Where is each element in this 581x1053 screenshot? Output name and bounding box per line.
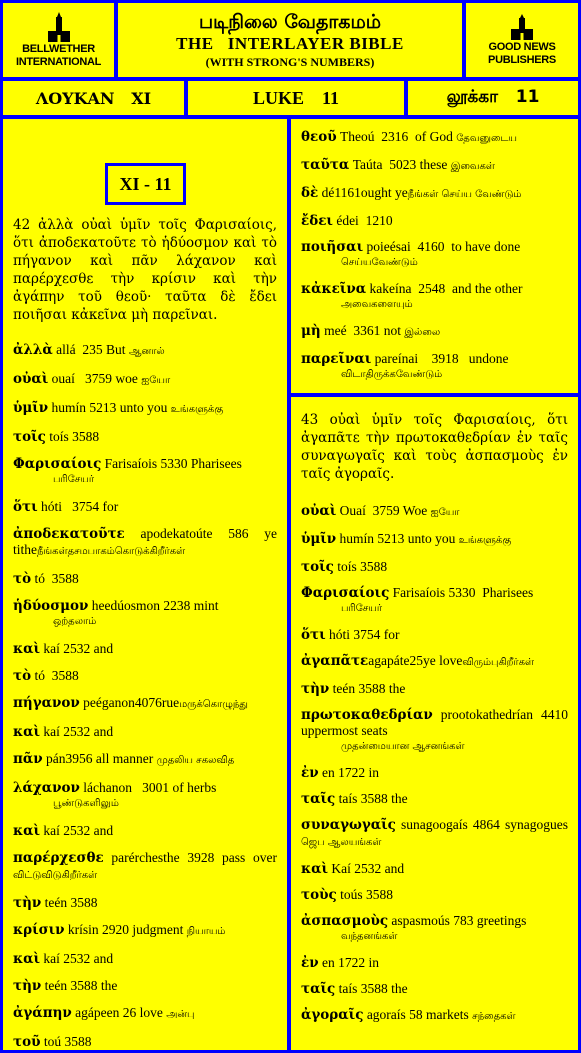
entry-row [13,371,277,389]
tamil-gloss: விடாதிருக்கவேண்டும் [341,369,443,380]
right-logo-line2: PUBLISHERS [488,54,556,66]
greek-word: τὸ [13,668,32,684]
tamil-gloss: செய்யவேண்டும் [341,257,418,268]
tamil-gloss: அன்பு [166,1009,195,1020]
transliteration-gloss: Farisaíois 5330 Pharisees [101,456,242,471]
entry-row [13,342,277,360]
transliteration-gloss: toús 3588 [336,887,393,902]
transliteration-gloss: édei 1210 [332,213,393,228]
transliteration-gloss: heedúosmon 2238 mint [88,598,219,613]
entry-row [13,895,277,911]
entry-row [301,791,568,807]
entry-row [13,400,277,418]
left-logo-line1: BELLWETHER [22,43,95,55]
tamil-gloss: ஆனால் [128,346,165,357]
greek-word: οὐαὶ [301,503,337,519]
tamil-gloss: பரிசேயர் [341,603,383,614]
transliteration-gloss: krísin 2920 judgment [64,922,187,937]
greek-word: ἀλλὰ [13,342,53,358]
transliteration-gloss: kaí 2532 and [40,641,114,656]
transliteration-gloss: toís 3588 [333,559,388,574]
transliteration-gloss: toís 3588 [45,429,100,444]
greek-word: οὐαὶ [13,371,49,387]
transliteration-gloss: Taúta 5023 these [349,157,451,172]
entry-row [13,724,277,740]
transliteration-gloss: taís 3588 the [335,981,408,996]
entry-row [13,571,277,587]
transliteration-gloss: peéganon4076rue [79,695,180,710]
title-tamil: படிநிலை வேதாகமம் [198,11,382,33]
entry-row [301,351,568,383]
greek-word: καὶ [13,724,41,740]
transliteration-gloss: dé1161ought ye [318,185,408,200]
greek-word: τοῦ [13,1034,41,1050]
book-english: LUKE 11 [188,81,404,115]
greek-word: συναγωγαῖς [301,817,396,833]
greek-word: ἐν [301,955,319,971]
transliteration-gloss: Theoú 2316 of God [336,129,457,144]
transliteration-gloss: teén 3588 [41,895,98,910]
entry-row [301,323,568,341]
tamil-gloss: ஐயோ [430,507,460,518]
page-title: THE INTERLAYER BIBLE [176,34,404,53]
right-logo-line1: GOOD NEWS [488,41,556,53]
transliteration-gloss: Farisaíois 5330 Pharisees [389,585,534,600]
tamil-gloss: உங்களுக்கு [458,535,512,546]
transliteration-gloss: agapáte25ye love [368,653,463,668]
entry-row [301,503,568,521]
entry-row [13,668,277,684]
transliteration-gloss: kaí 2532 and [40,951,114,966]
entry-row [301,913,568,945]
entry-row [301,185,568,203]
entry-row [301,157,568,175]
transliteration-gloss: Kaí 2532 and [328,861,405,876]
transliteration-gloss: teén 3588 the [41,978,118,993]
entry-row [301,213,568,229]
greek-word: καὶ [13,823,41,839]
greek-word: τοῖς [301,559,334,575]
greek-word: πρωτοκαθεδρίαν [301,707,433,723]
transliteration-gloss: Ouaí 3759 Woe [336,503,431,518]
tamil-gloss: பரிசேயர் [53,474,95,485]
title-block [118,3,462,77]
greek-word: δὲ [301,185,319,201]
tamil-gloss: இவைகள் [450,161,495,172]
greek-word: κἀκεῖνα [301,281,367,297]
transliteration-gloss: toú 3588 [40,1034,92,1049]
goodnews-logo [466,3,578,77]
tamil-gloss: ஒற்தலாம் [53,616,97,627]
chapter-label: XI - 11 [105,163,186,205]
greek-word: Φαρισαίοις [13,456,102,472]
transliteration-gloss: en 1722 in [318,955,379,970]
entry-row [13,1005,277,1023]
transliteration-gloss: prootokathedrían 4410 uppermost seats [301,707,572,738]
verse-43-text: 43 οὐαὶ ὑμῖν τοῖς Φαρισαίοις, ὅτι ἀγαπᾶτε τὴν πρωτοκαθεδρίαν ἐν ταῖς συναγωγαῖς καὶ τοὺς ἀσπασμοὺς ἐν ταῖς ἀγοραῖς. [301,412,568,482]
entry-row [301,1007,568,1025]
greek-word: τοῖς [13,429,46,445]
tamil-gloss: முதலிய சகலவித [156,755,235,766]
transliteration-gloss: hóti 3754 for [325,627,400,642]
tamil-gloss: இல்லை [404,327,441,338]
greek-word: τοὺς [301,887,337,903]
entry-row [13,780,277,812]
church-icon [507,13,537,41]
entry-row [13,951,277,967]
transliteration-gloss: hóti 3754 for [37,499,119,514]
greek-word: τὴν [301,681,330,697]
entry-row [13,922,277,940]
entry-row [13,823,277,839]
greek-word: παρέρχεσθε [13,850,104,866]
greek-word: ἡδύοσμον [13,598,89,614]
greek-word: λάχανον [13,780,80,796]
tamil-gloss: முதன்மையான ஆசனங்கள் [341,741,465,752]
transliteration-gloss: láchanon 3001 of herbs [79,780,217,795]
tamil-gloss: பூண்டுகளிலும் [53,798,119,809]
tamil-gloss: வந்தனங்கள் [341,931,398,942]
greek-word: κρίσιν [13,922,65,938]
greek-word: καὶ [301,861,329,877]
entry-row [301,559,568,575]
transliteration-gloss: taís 3588 the [335,791,408,806]
greek-word: μὴ [301,323,321,339]
tamil-gloss: ஜெப ஆலயங்கள் [301,837,382,848]
entry-row [301,861,568,877]
entry-row [13,695,277,713]
page-subtitle: (WITH STRONG'S NUMBERS) [205,55,375,69]
entry-row [301,653,568,671]
tamil-gloss: நீங்கள்தசமபாகம்கொடுக்கிறீர்கள் [37,546,186,557]
greek-word: ὅτι [301,627,326,643]
transliteration-gloss: pareínai 3918 undone [371,351,509,366]
right-top-entry-list [301,129,568,383]
greek-word: ἐν [301,765,319,781]
tamil-gloss: விட்டுவிடுகிறீர்கள் [13,870,98,881]
left-entry-list [13,342,281,1050]
greek-word: τὴν [13,895,42,911]
greek-word: πήγανον [13,695,80,711]
entry-row [301,817,572,851]
entry-row [13,751,277,769]
tamil-gloss: சந்தைகள் [472,1011,516,1022]
entry-row [301,531,568,549]
entry-row [13,598,277,630]
greek-word: ποιῆσαι [301,239,364,255]
greek-word: τὸ [13,571,32,587]
greek-word: ταῦτα [301,157,350,173]
right-bottom-entry-list [301,503,572,1025]
transliteration-gloss: sunagoogaís 4864 synagogues [395,817,572,832]
entry-row [13,526,281,560]
tamil-gloss: விரும்புகிறீர்கள் [462,657,535,668]
entry-row [301,765,568,781]
entry-row [301,239,568,271]
transliteration-gloss: pán3956 all manner [42,751,157,766]
entry-row [13,641,277,657]
left-column [3,119,287,1050]
greek-word: ἀγοραῖς [301,1007,364,1023]
transliteration-gloss: meé 3361 not [320,323,405,338]
tamil-gloss: அவைகளையும் [341,299,413,310]
tamil-gloss: நியாயம் [186,926,226,937]
tamil-gloss: ஐயோ [141,375,171,386]
transliteration-gloss: kaí 2532 and [40,823,114,838]
entry-row [301,981,568,997]
greek-word: ἀσπασμοὺς [301,913,389,929]
transliteration-gloss: parérchesthe 3928 pass over [103,850,281,865]
greek-word: ἔδει [301,213,333,229]
greek-word: παρεῖναι [301,351,372,367]
entry-row [301,681,568,697]
tamil-gloss: உங்களுக்கு [170,404,224,415]
entry-row [13,1034,277,1050]
transliteration-gloss: kaí 2532 and [40,724,114,739]
greek-word: ἀποδεκατοῦτε [13,526,125,542]
transliteration-gloss: agápeen 26 love [71,1005,167,1020]
transliteration-gloss: ouaí 3759 woe [48,371,142,386]
entry-row [301,887,568,903]
entry-row [301,129,568,147]
tamil-gloss: மருக்கொழுந்து [179,699,248,710]
greek-word: τὴν [13,978,42,994]
entry-row [13,429,277,445]
transliteration-gloss: teén 3588 the [329,681,406,696]
bellwether-logo [3,3,114,77]
transliteration-gloss: humín 5213 unto you [336,531,459,546]
entry-row [301,281,568,313]
book-greek: ΛΟΥΚΑΝ XI [3,81,184,115]
church-icon [44,11,74,43]
greek-word: ταῖς [301,981,336,997]
greek-word: ἀγάπην [13,1005,72,1021]
greek-word: Φαρισαίοις [301,585,390,601]
tamil-gloss: தேவனுடைய [456,133,517,144]
left-logo-line2: INTERNATIONAL [15,56,102,68]
entry-row [13,456,277,488]
greek-word: ὅτι [13,499,38,515]
entry-row [301,585,568,617]
transliteration-gloss: agoraís 58 markets [363,1007,473,1022]
entry-row [301,707,572,755]
greek-word: ὑμῖν [13,400,49,416]
greek-word: ὑμῖν [301,531,337,547]
right-top-column [291,119,578,393]
transliteration-gloss: kakeína 2548 and the other [366,281,523,296]
entry-row [13,978,277,994]
verse-42-text: 42 ἀλλὰ οὐαὶ ὑμῖν τοῖς Φαρισαίοις, ὅτι ἀποδεκατοῦτε τὸ ἡδύοσμον καὶ τὸ πήγανον καὶ πᾶν λάχανον καὶ παρέρχεσθε τὴν κρίσιν καὶ τὴν ἀγάπην τοῦ θεοῦ· ταῦτα δὲ ἔδει ποιῆσαι κἀκεῖνα μὴ παρεῖναι. [13,217,277,323]
transliteration-gloss: tó 3588 [31,571,79,586]
greek-word: ταῖς [301,791,336,807]
greek-word: καὶ [13,641,41,657]
book-tamil: லூக்கா 11 [408,81,578,115]
right-bottom-column [291,397,578,1050]
transliteration-gloss: tó 3588 [31,668,79,683]
entry-row [13,850,281,884]
greek-word: πᾶν [13,751,43,767]
transliteration-gloss: apodekatoúte 586 ye tithe [13,526,281,557]
greek-word: θεοῦ [301,129,337,145]
transliteration-gloss: poieésai 4160 to have done [363,239,521,254]
transliteration-gloss: humín 5213 unto you [48,400,171,415]
tamil-gloss: நீங்கள் செய்ய வேண்டும் [407,189,522,200]
transliteration-gloss: aspasmoús 783 greetings [388,913,527,928]
entry-row [301,627,568,643]
transliteration-gloss: en 1722 in [318,765,379,780]
greek-word: καὶ [13,951,41,967]
entry-row [13,499,277,515]
greek-word: ἀγαπᾶτε [301,653,369,669]
entry-row [301,955,568,971]
transliteration-gloss: allá 235 But [52,342,129,357]
